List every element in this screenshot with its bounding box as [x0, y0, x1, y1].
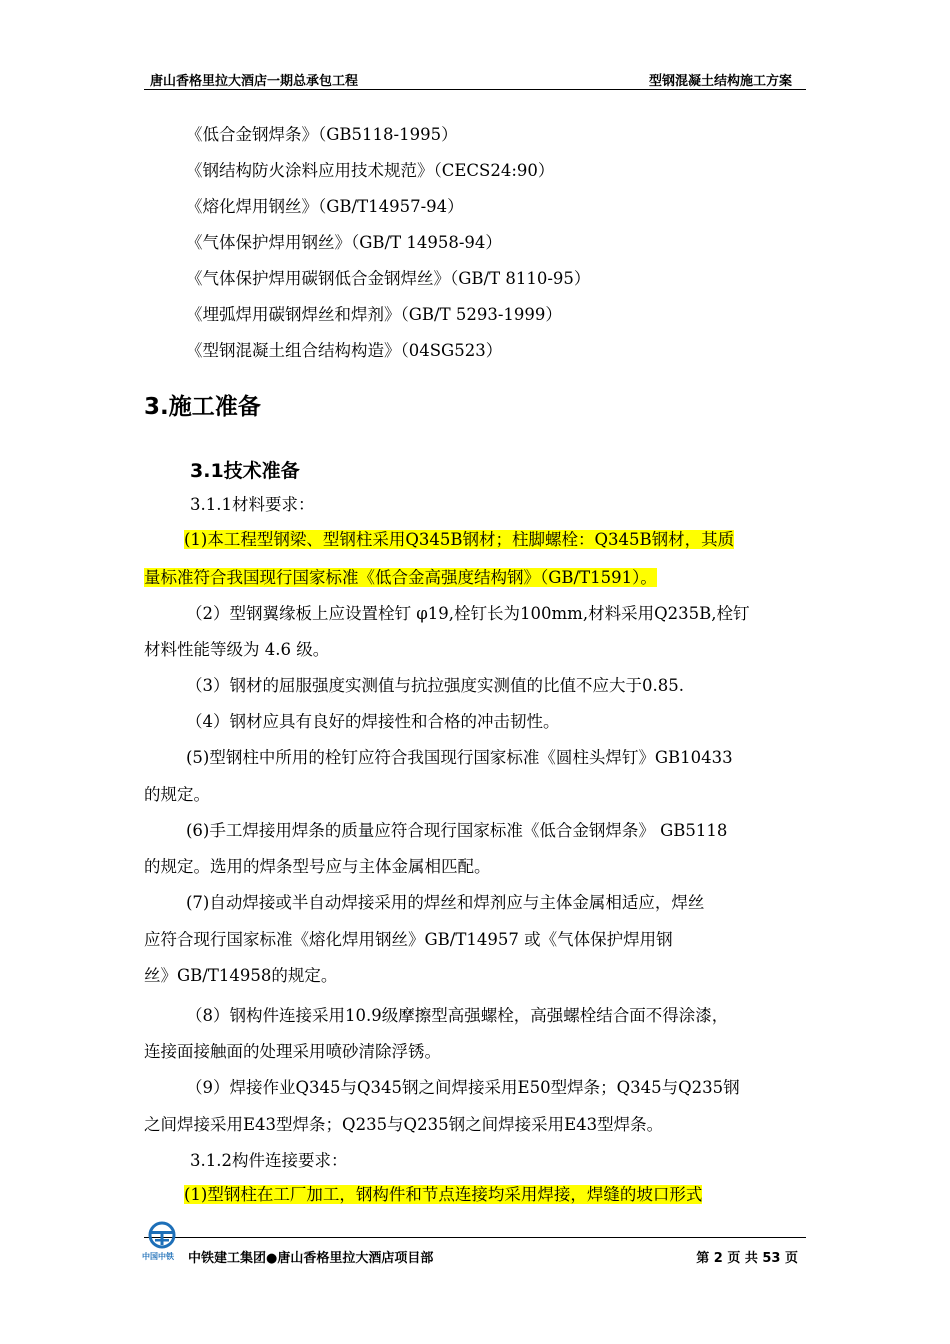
paragraph-line: （8）钢构件连接采用10.9级摩擦型高强螺栓，高强螺栓结合面不得涂漆，: [186, 1006, 729, 1025]
header-rule: [144, 89, 806, 90]
standard-item: 《熔化焊用钢丝》（GB/T14957-94）: [186, 197, 464, 216]
standard-item: 《埋弧焊用碳钢焊丝和焊剂》（GB/T 5293-1999）: [186, 305, 562, 324]
paragraph-line: （9）焊接作业Q345与Q345钢之间焊接采用E50型焊条；Q345与Q235钢: [186, 1078, 740, 1097]
header-project-title: 唐山香格里拉大酒店一期总承包工程: [150, 74, 359, 89]
standard-item: 《低合金钢焊条》（GB5118-1995）: [186, 125, 458, 144]
paragraph-line: 的规定。选用的焊条型号应与主体金属相匹配。: [144, 857, 491, 876]
standard-item: 《钢结构防火涂料应用技术规范》（CECS24:90）: [186, 161, 555, 180]
paragraph-line: [144, 567, 657, 589]
paragraph-line: 丝》GB/T14958的规定。: [144, 966, 338, 985]
highlighted-text: 量标准符合我国现行国家标准《低合金高强度结构钢》（GB/T1591）。: [144, 568, 657, 587]
paragraph-line: (6)手工焊接用焊条的质量应符合现行国家标准《低合金钢焊条》 GB5118: [186, 821, 728, 840]
paragraph-line: [184, 1184, 702, 1206]
paragraph-line: (7)自动焊接或半自动焊接采用的焊丝和焊剂应与主体金属相适应，焊丝: [186, 893, 705, 912]
paragraph-line: （3）钢材的屈服强度实测值与抗拉强度实测值的比值不应大于0.85.: [186, 676, 684, 695]
subsection-heading: 3.1技术准备: [190, 460, 300, 482]
highlighted-text: (1)型钢柱在工厂加工，钢构件和节点连接均采用焊接，焊缝的坡口形式: [184, 1185, 703, 1204]
subsubsection-heading: 3.1.2构件连接要求：: [190, 1151, 348, 1170]
highlighted-text: (1)本工程型钢梁、型钢柱采用Q345B钢材；柱脚螺栓：Q345B钢材，其质: [184, 530, 735, 549]
standard-item: 《型钢混凝土组合结构构造》（04SG523）: [186, 341, 503, 360]
paragraph-line: 的规定。: [144, 785, 210, 804]
footer-company: 中铁建工集团●唐山香格里拉大酒店项目部: [188, 1251, 434, 1266]
page-header: [144, 68, 806, 88]
paragraph-line: (5)型钢柱中所用的栓钉应符合我国现行国家标准《圆柱头焊钉》GB10433: [186, 748, 733, 767]
header-document-title: 型钢混凝土结构施工方案: [648, 74, 792, 89]
paragraph-line: （4）钢材应具有良好的焊接性和合格的冲击韧性。: [186, 712, 560, 731]
paragraph-line: 材料性能等级为 4.6 级。: [144, 640, 330, 659]
paragraph-line: （2）型钢翼缘板上应设置栓钉 φ19,栓钉长为100mm,材料采用Q235B,栓钉: [186, 604, 750, 623]
standard-item: 《气体保护焊用钢丝》（GB/T 14958-94）: [186, 233, 502, 252]
paragraph-line: 之间焊接采用E43型焊条；Q235与Q235钢之间焊接采用E43型焊条。: [144, 1115, 664, 1134]
paragraph-line: 应符合现行国家标准《熔化焊用钢丝》GB/T14957 或《气体保护焊用钢: [144, 930, 673, 949]
footer-rule: [144, 1237, 806, 1238]
paragraph-line: 连接面接触面的处理采用喷砂清除浮锈。: [144, 1042, 441, 1061]
paragraph-line: [184, 529, 734, 551]
standard-item: 《气体保护焊用碳钢低合金钢焊丝》（GB/T 8110-95）: [186, 269, 591, 288]
logo-text: 中国中铁: [142, 1252, 174, 1261]
page-number: 第 2 页 共 53 页: [696, 1251, 798, 1266]
subsubsection-heading: 3.1.1材料要求：: [190, 495, 315, 514]
section-heading: 3.施工准备: [144, 394, 261, 420]
